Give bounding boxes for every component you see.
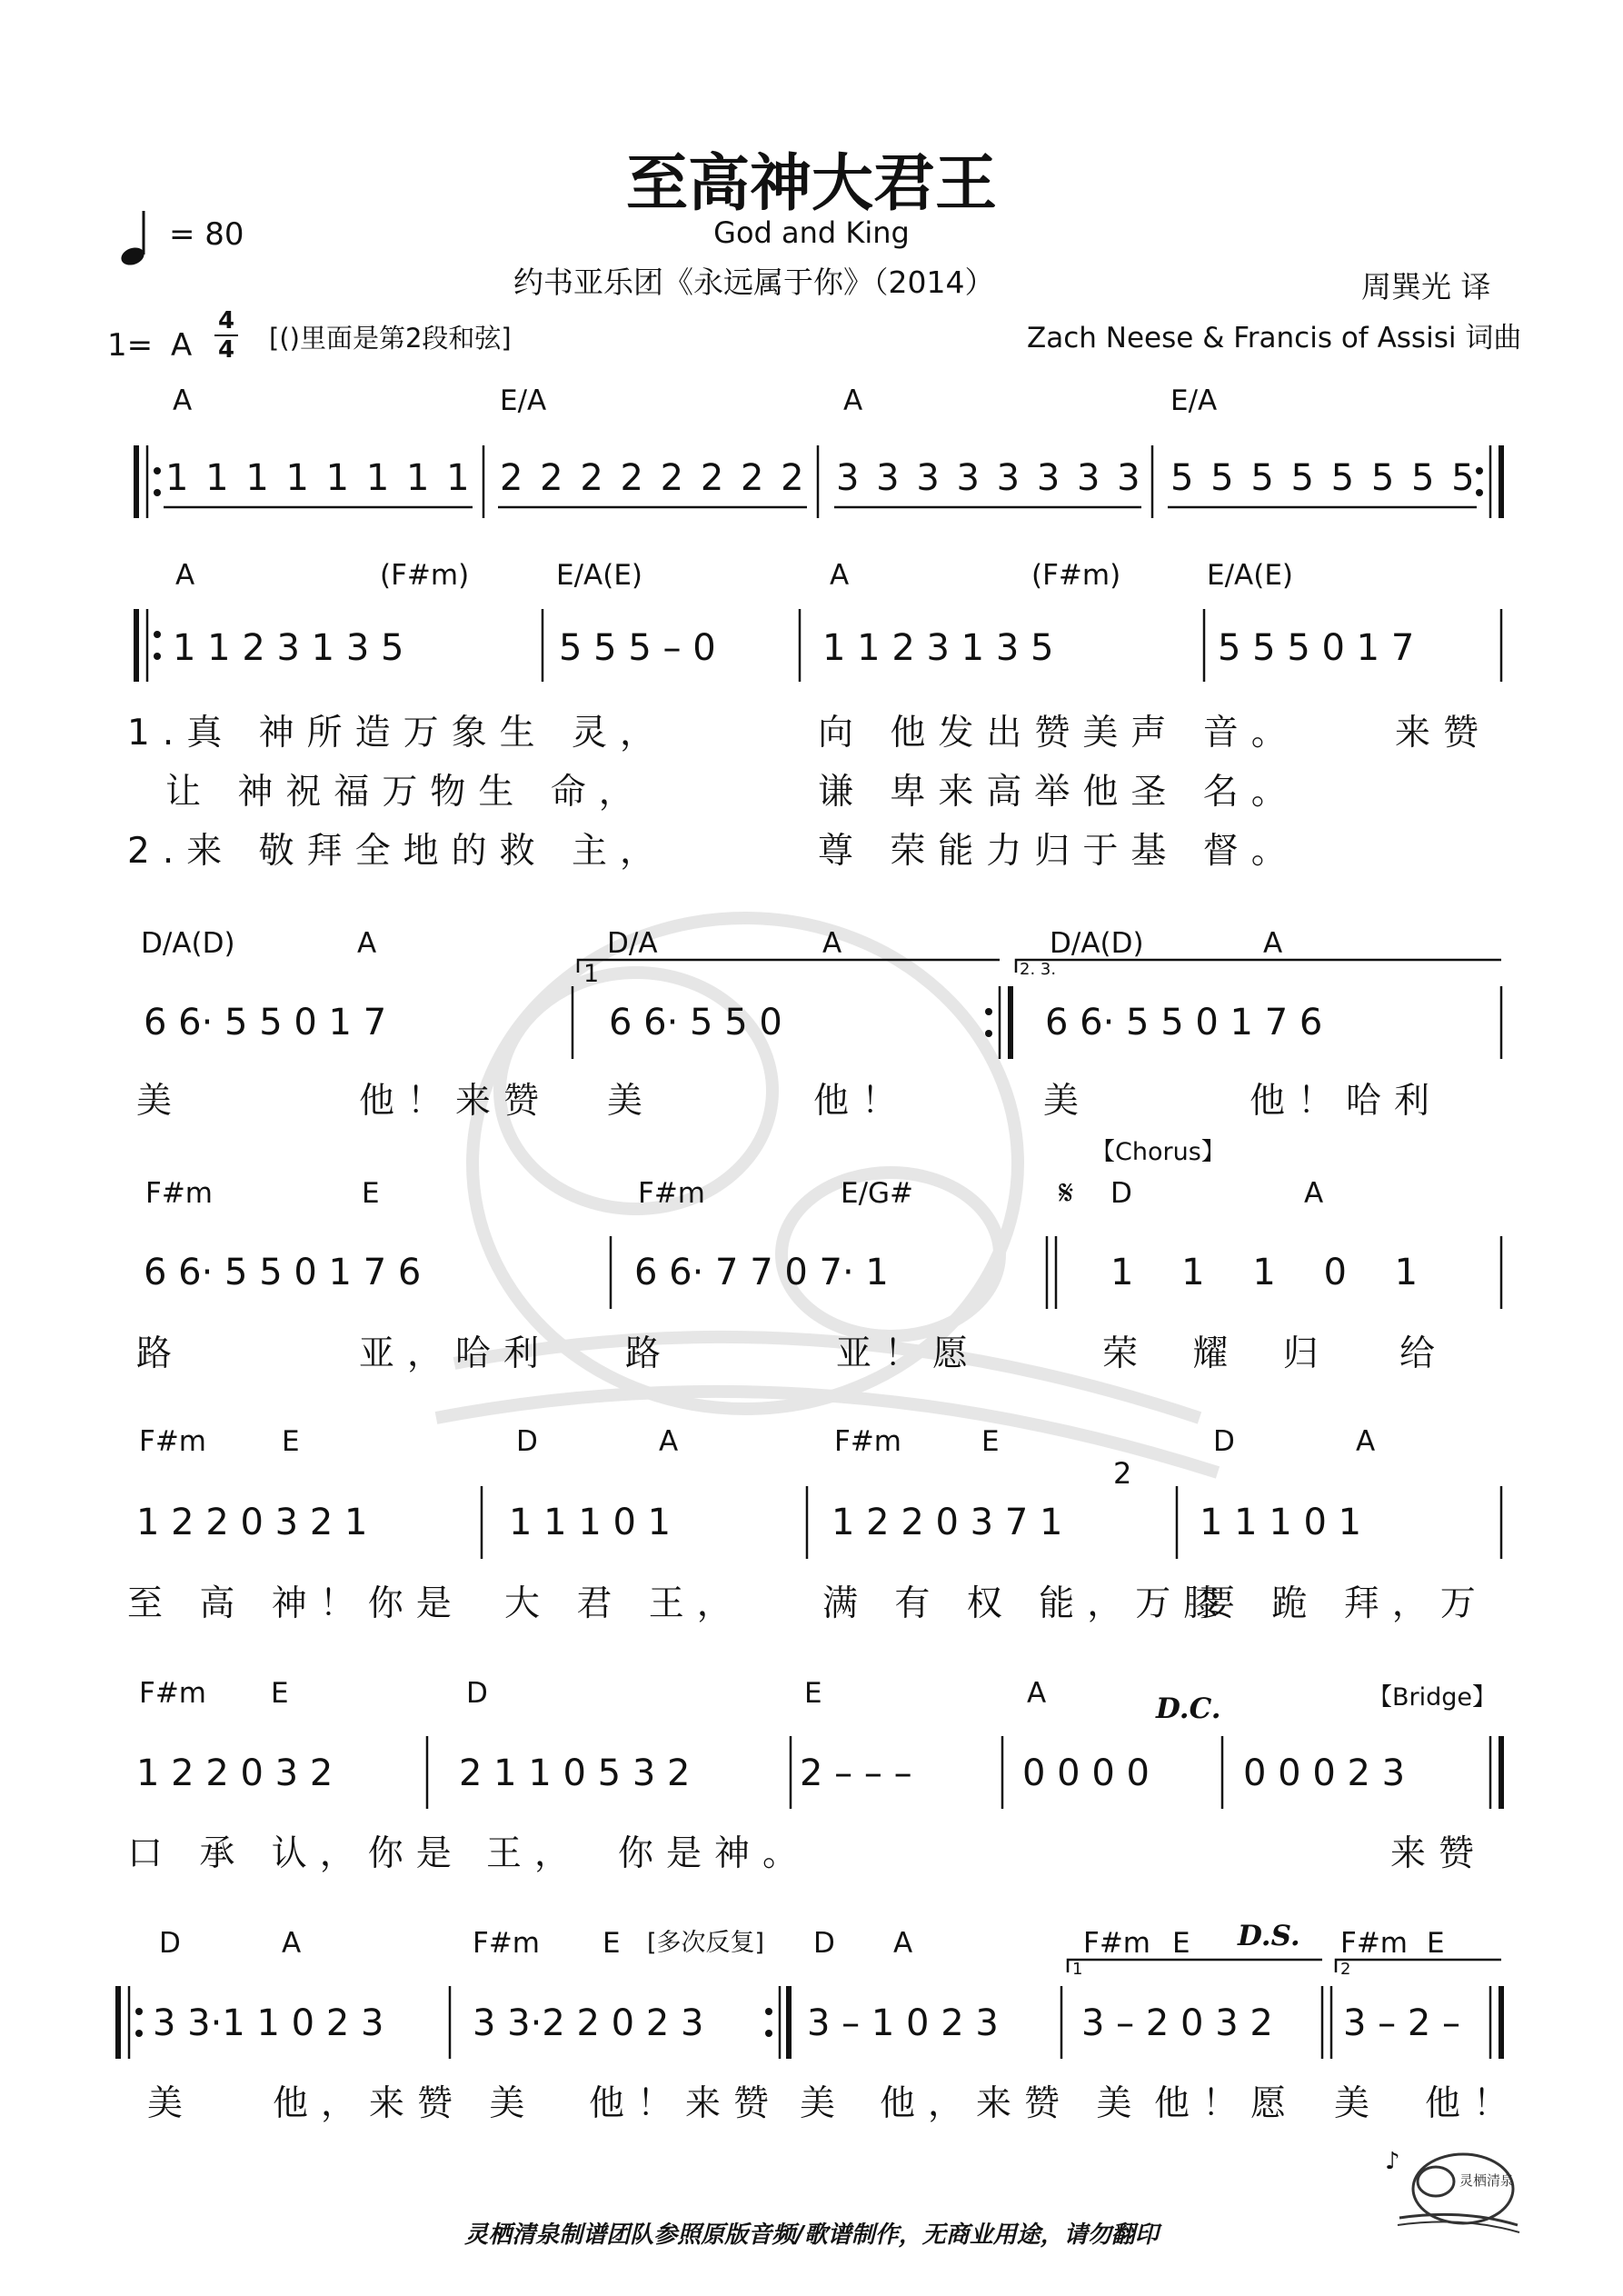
section-label-bridge: 【Bridge】 xyxy=(1368,1683,1498,1712)
tempo-marking: = 80 xyxy=(169,216,244,253)
lyric: 王， xyxy=(486,1833,583,1874)
measure-notes: 2 1 1 0 5 3 2 xyxy=(459,1752,691,1794)
chord: A xyxy=(1304,1177,1324,1210)
album-info: 约书亚乐团《永远属于你》（2014） xyxy=(513,265,995,300)
chord: E/G# xyxy=(841,1177,914,1210)
time-signature-bottom: 4 xyxy=(217,336,235,364)
chord: E/A xyxy=(500,384,547,417)
footer-notice: 灵栖清泉制谱团队参照原版音频/歌谱制作，无商业用途，请勿翻印 xyxy=(464,2221,1159,2249)
svg-text:♪: ♪ xyxy=(1385,2148,1400,2175)
chord: A xyxy=(659,1425,679,1458)
measure-notes: 3 3·2 2 0 2 3 xyxy=(473,2002,704,2044)
chord: A xyxy=(173,384,193,417)
measure-notes: 1 1 2 3 1 3 5 xyxy=(173,627,404,669)
lyric: 口 承 认，你是 xyxy=(127,1833,464,1874)
chord: D xyxy=(1110,1177,1132,1210)
song-subtitle: God and King xyxy=(713,215,910,250)
chord: E xyxy=(602,1927,621,1960)
measure-notes: 0 0 0 2 3 xyxy=(1243,1752,1406,1794)
measure-notes: 3 3 3 3 3 3 3 3 xyxy=(836,457,1143,499)
lyric: 来赞 xyxy=(1390,1833,1488,1874)
measure-notes: 1 1 2 3 1 3 5 xyxy=(822,627,1054,669)
chord: E xyxy=(1172,1927,1190,1960)
measure-notes: 3 3·1 1 0 2 3 xyxy=(153,2002,384,2044)
chord: A xyxy=(175,559,195,592)
chord: F#m xyxy=(1340,1927,1409,1960)
chord: D xyxy=(466,1677,488,1710)
chord: D xyxy=(1213,1425,1235,1458)
chord: E xyxy=(804,1677,822,1710)
lyric: 给 xyxy=(1399,1333,1449,1374)
chord: D xyxy=(813,1927,835,1960)
lyric: 美 xyxy=(607,1081,656,1122)
ending-number: 1 xyxy=(583,960,600,988)
key-note: A xyxy=(171,327,193,364)
grace-note: 2 xyxy=(1113,1456,1132,1491)
translator-credit: 周巽光 译 xyxy=(1361,269,1491,304)
chord: D/A(D) xyxy=(1050,927,1144,960)
lyric: 谦 卑来高举他圣 名。 xyxy=(818,772,1299,813)
chord: A xyxy=(843,384,863,417)
measure-notes: 1 1 1 0 1 xyxy=(1200,1502,1362,1543)
measure-notes: 6 6· 5 5 0 xyxy=(609,1002,782,1043)
lyric: 美 xyxy=(800,2083,849,2124)
lyric: 美 xyxy=(136,1081,185,1122)
lyric: 向 他发出赞美声 音。 xyxy=(818,713,1299,754)
lyric: 路 xyxy=(625,1333,674,1374)
chord: A xyxy=(357,927,377,960)
composer-credit: Zach Neese & Francis of Assisi 词曲 xyxy=(1027,322,1522,354)
chord: E xyxy=(362,1177,380,1210)
chord: F#m xyxy=(145,1177,214,1210)
measure-notes: 6 6· 5 5 0 1 7 6 xyxy=(144,1252,422,1293)
lyric: 亚，哈利 xyxy=(359,1333,553,1374)
measure-notes: 1 1 1 0 1 xyxy=(1110,1252,1419,1293)
lyric: 美 xyxy=(1334,2083,1383,2124)
lyric: 他！哈利 xyxy=(1250,1081,1443,1122)
lyric: 路 xyxy=(136,1333,185,1374)
chord: A xyxy=(1263,927,1283,960)
lyric: 他！来赞 xyxy=(359,1081,553,1122)
segno-icon: 𝄋 xyxy=(1059,1173,1074,1213)
chord: F#m xyxy=(139,1677,207,1710)
chord: E xyxy=(981,1425,1000,1458)
chord: E/A xyxy=(1170,384,1218,417)
chord: E/A(E) xyxy=(556,559,643,592)
chord: E xyxy=(271,1677,289,1710)
lyric: 他！ xyxy=(813,1081,911,1122)
measure-notes: 1 1 1 1 1 1 1 1 xyxy=(165,457,473,499)
measure-notes: 1 1 1 0 1 xyxy=(509,1502,672,1543)
lyric: 尊 荣能力归于基 督。 xyxy=(818,831,1299,872)
sheep-logo xyxy=(1381,2136,1527,2240)
measure-notes: 3 – 2 0 3 2 xyxy=(1081,2002,1273,2044)
lyric: 2.来 敬拜全地的救 主， xyxy=(127,831,669,872)
chord-note: [()里面是第2段和弦] xyxy=(269,323,512,354)
measure-notes: 1 2 2 0 3 7 1 xyxy=(831,1502,1063,1543)
ds-marking: D.S. xyxy=(1238,1920,1300,1952)
chord: A xyxy=(822,927,842,960)
lyric: 美 xyxy=(147,2083,196,2124)
measure-notes: 1 2 2 0 3 2 1 xyxy=(136,1502,368,1543)
measure-notes: 6 6· 5 5 0 1 7 xyxy=(144,1002,387,1043)
measure-notes: 5 5 5 0 1 7 xyxy=(1218,627,1415,669)
chord: A xyxy=(282,1927,302,1960)
chord: F#m xyxy=(1083,1927,1151,1960)
chord: A xyxy=(1356,1425,1376,1458)
chord: E xyxy=(282,1425,300,1458)
chord: F#m xyxy=(834,1425,902,1458)
ending-number: 2. 3. xyxy=(1020,960,1057,979)
chord: (F#m) xyxy=(380,559,470,592)
dc-marking: D.C. xyxy=(1156,1692,1221,1725)
measure-notes: 2 – – – xyxy=(800,1752,912,1794)
lyric: 大 君 王， xyxy=(504,1583,745,1624)
measure-notes: 0 0 0 0 xyxy=(1022,1752,1150,1794)
lyric: 他！ xyxy=(1425,2083,1522,2124)
lyric: 至 高 神！你是 xyxy=(127,1583,464,1624)
lyric: 荣 耀 归 xyxy=(1102,1333,1331,1374)
song-title: 至高神大君王 xyxy=(625,148,997,220)
chord: F#m xyxy=(139,1425,207,1458)
chord: D xyxy=(516,1425,538,1458)
chord: E xyxy=(1427,1927,1445,1960)
lyric: 亚！愿 xyxy=(836,1333,981,1374)
logo-text: 灵栖清泉 xyxy=(1459,2172,1515,2189)
measure-notes: 3 – 1 0 2 3 xyxy=(807,2002,999,2044)
chord: A xyxy=(830,559,850,592)
lyric: 让 神祝福万物生 命， xyxy=(165,772,647,813)
measure-notes: 5 5 5 5 5 5 5 5 xyxy=(1170,457,1478,499)
chord: (F#m) xyxy=(1031,559,1121,592)
lyric: 他，来赞 美 xyxy=(880,2083,1145,2124)
measure-notes: 3 – 2 – xyxy=(1343,2002,1461,2044)
chord: E/A(E) xyxy=(1207,559,1294,592)
ending-number: 2 xyxy=(1340,1960,1351,1979)
lyric: 美 xyxy=(1043,1081,1092,1122)
ending-number: 1 xyxy=(1072,1960,1083,1979)
lyric: 他！来赞 xyxy=(589,2083,782,2124)
chord: F#m xyxy=(473,1927,541,1960)
lyric: 你是神。 xyxy=(618,1833,812,1874)
key-prefix: 1= xyxy=(107,327,154,364)
chord: D xyxy=(159,1927,181,1960)
lyric: 要 跪 拜，万 xyxy=(1200,1583,1489,1624)
lyric: 他！愿 xyxy=(1154,2083,1299,2124)
chord: D/A(D) xyxy=(141,927,235,960)
chord: F#m xyxy=(638,1177,706,1210)
measure-notes: 2 2 2 2 2 2 2 2 xyxy=(500,457,807,499)
chord: D/A xyxy=(607,927,658,960)
measure-notes: 6 6· 7 7 0 7· 1 xyxy=(634,1252,889,1293)
chord: A xyxy=(1027,1677,1047,1710)
lyric: 来赞 xyxy=(1395,713,1492,754)
lyric: 满 有 权 能，万膝 xyxy=(822,1583,1232,1624)
section-label-chorus: 【Chorus】 xyxy=(1090,1138,1226,1166)
time-signature-top: 4 xyxy=(217,307,235,334)
measure-notes: 5 5 5 – 0 xyxy=(559,627,716,669)
lyric: 他，来赞 美 xyxy=(273,2083,538,2124)
measure-notes: 6 6· 5 5 0 1 7 6 xyxy=(1045,1002,1323,1043)
lyric: 1.真 神所造万象生 灵， xyxy=(127,713,669,754)
repeat-note: [多次反复] xyxy=(647,1929,765,1957)
chord: A xyxy=(893,1927,913,1960)
measure-notes: 1 2 2 0 3 2 xyxy=(136,1752,334,1794)
